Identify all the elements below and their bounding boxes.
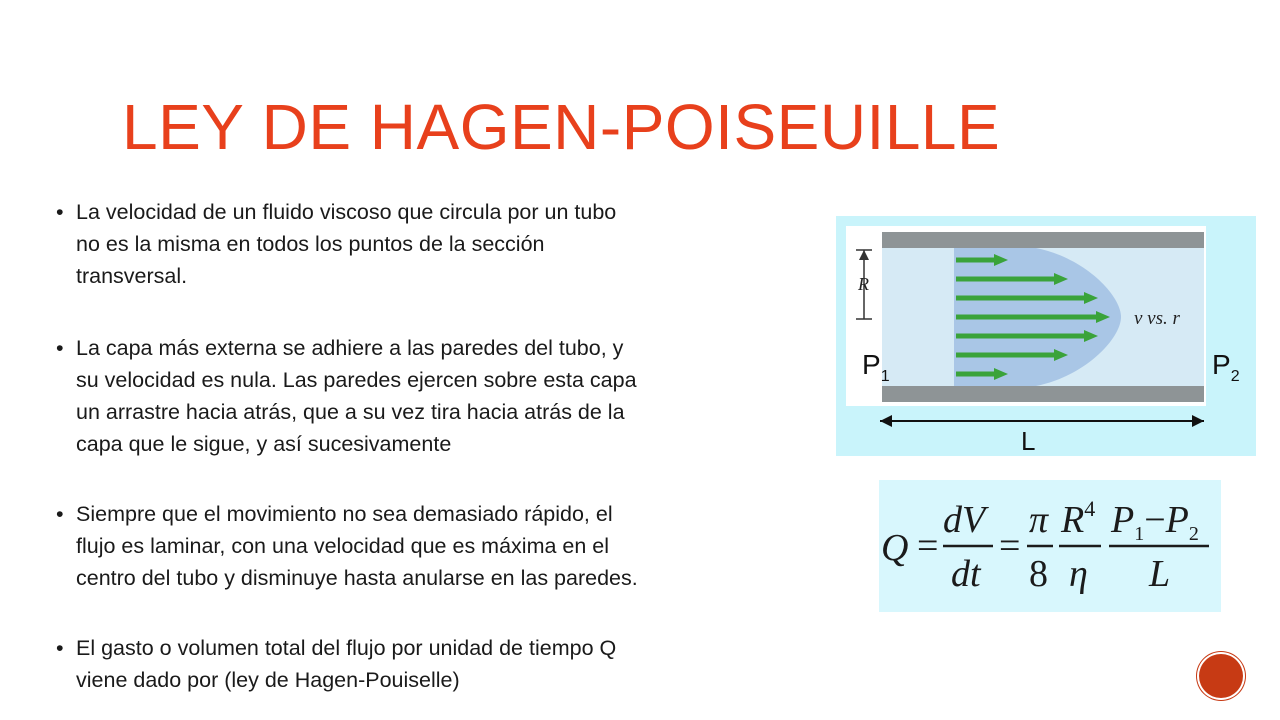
length-dimension <box>880 415 1204 427</box>
bullet-dot-icon: • <box>56 636 64 660</box>
flow-profile-figure <box>836 216 1256 456</box>
bullet-dot-icon: • <box>56 336 64 360</box>
eq-equals: = <box>917 525 939 567</box>
arrow-left-icon <box>880 415 892 427</box>
eq-q: Q <box>881 527 909 569</box>
hagen-poiseuille-equation <box>879 480 1221 612</box>
arrow-right-icon <box>1192 415 1204 427</box>
eq-numerator: $P_1-P_2$ <box>1111 499 1199 545</box>
length-label: L <box>1021 426 1036 456</box>
bullet-item <box>56 498 796 594</box>
eq-equals-2: = <box>999 525 1021 567</box>
bullet-text: La velocidad de un fluido viscoso que circula por un tubo no es la misma en todos los puntos de la sección transversal. <box>76 200 617 288</box>
bullet-text: Siempre que el movimiento no sea demasiado rápido, el flujo es laminar, con una velocidad que es máxima en el centro del tubo y disminuye hasta anularse en las paredes. <box>76 502 638 590</box>
eq-dt: dt <box>951 553 981 595</box>
bullet-text: La capa más externa se adhiere a las paredes del tubo, y su velocidad es nula. Las paredes ejercen sobre esta capa un arrastre hacia atrás, que a su vez tira hacia atrás de la capa que le sigue, y así sucesivamente <box>76 336 637 456</box>
bullet-text: El gasto o volumen total del flujo por unidad de tiempo Q viene dado por (ley de Hagen-Pouiselle) <box>76 636 617 692</box>
radius-label: R <box>858 274 869 294</box>
eq-r4: $R^4$ <box>1061 496 1096 541</box>
tube-wall-top <box>882 232 1204 248</box>
eq-eta: η <box>1069 553 1088 595</box>
tube-wall-bottom <box>882 386 1204 402</box>
poiseuille-diagram <box>836 216 1256 456</box>
formula-panel <box>879 480 1221 612</box>
eq-pi: π <box>1029 499 1049 541</box>
bullet-dot-icon: • <box>56 200 64 224</box>
eq-l: L <box>1149 553 1171 595</box>
bullet-item <box>56 196 796 292</box>
pressure-p2-label: $P_2$ <box>1212 349 1240 385</box>
bullet-item <box>56 632 796 696</box>
eq-eight: 8 <box>1029 553 1048 595</box>
slide-nav-button[interactable] <box>1199 654 1243 698</box>
bullet-item <box>56 332 796 460</box>
pressure-p1-label: $P_1$ <box>862 349 890 385</box>
curve-label: v vs. r <box>1134 308 1180 329</box>
slide-title: LEY DE HAGEN-POISEUILLE <box>122 91 1001 163</box>
bullet-dot-icon: • <box>56 502 64 526</box>
eq-dv: dV <box>943 499 986 541</box>
